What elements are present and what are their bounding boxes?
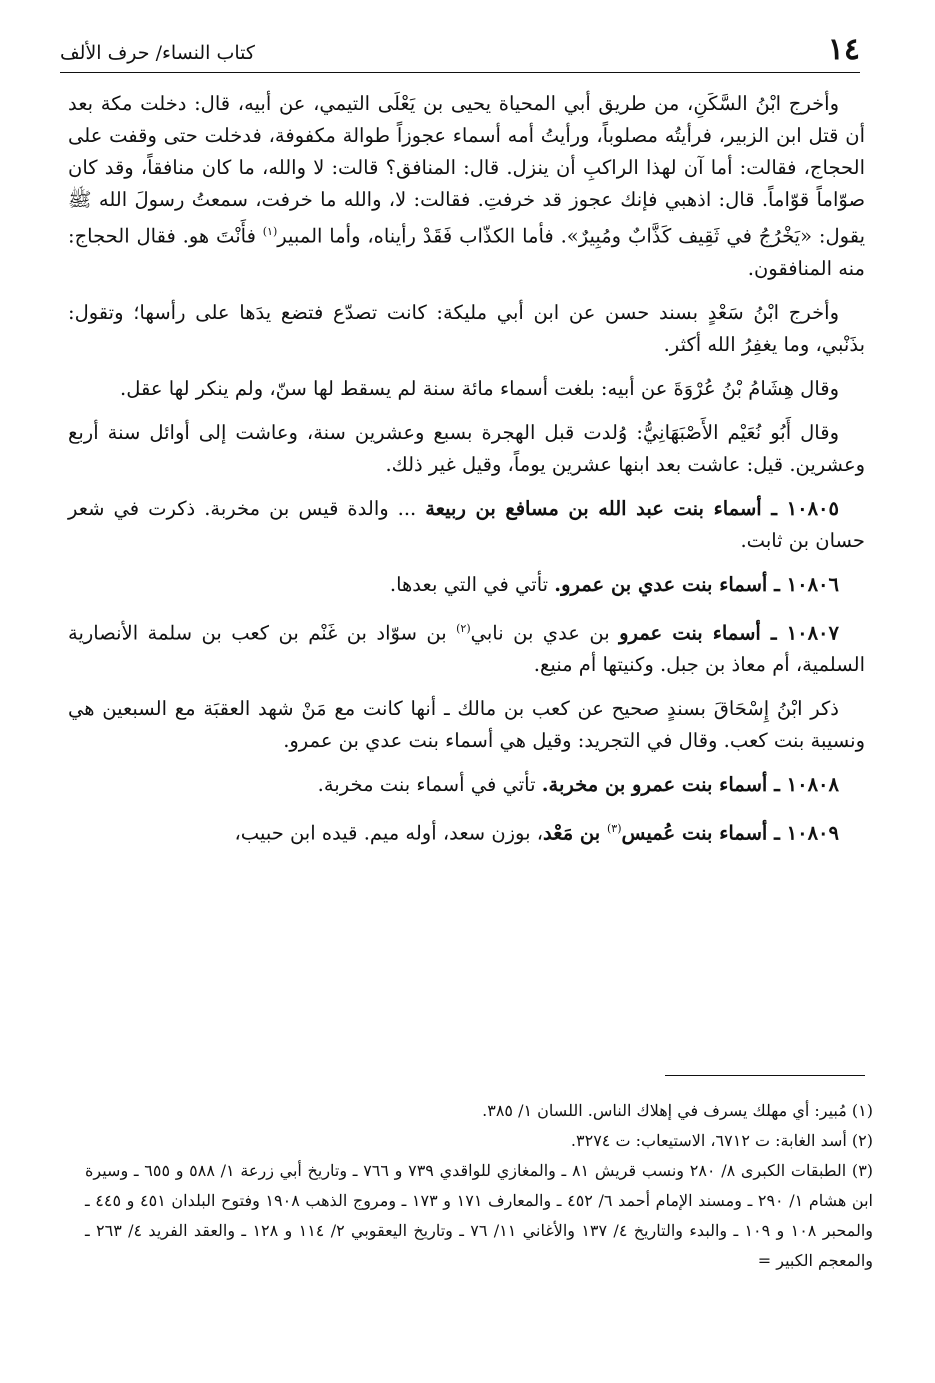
entry-heading: ١٠٨٠٨ ـ أسماء بنت عمرو بن مخربة. — [541, 773, 839, 796]
running-title: كتاب النساء/ حرف الألف — [60, 42, 255, 64]
footnote-1: (١) مُبير: أي مهلك يسرف في إهلاك الناس. اللسان ١/ ٣٨٥. — [482, 1101, 873, 1120]
entry-10809: ١٠٨٠٩ ـ أسماء بنت عُميس$^{(٣)}$ بن مَعْد، بوزن سعد، أوله ميم. قيده ابن حبيب، — [234, 821, 839, 845]
entry-heading: ١٠٨٠٥ ـ أسماء بنت عبد الله بن مسافع بن ربيعة — [425, 496, 839, 520]
entry-10805: ١٠٨٠٥ ـ أسماء بنت عبد الله بن مسافع بن ربيعة ... والدة قيس بن مخربة. ذكرت في شعر حسان بن ثابت. — [68, 496, 865, 552]
footnote-ref-3: (٣) — [606, 822, 622, 835]
entry-heading: ١٠٨٠٩ ـ أسماء بنت عُميس — [621, 821, 839, 845]
entry-heading: ١٠٨٠٧ ـ أسماء بنت عمرو — [619, 621, 839, 644]
footnote-3: (٣) الطبقات الكبرى ٨/ ٢٨٠ ونسب قريش ٨١ ـ والمغازي للواقدي ٧٣٩ و ٧٦٦ ـ وتاريخ أبي زرعة ١/ ٥٨٨ و ٦٥٥ ـ وسيرة ابن هشام ١/ ٢٩٠ ـ ومسند الإمام أحمد ٦/ ٤٥٢ ـ والمعارف ١٧١ و ١٧٣ ـ ومروج الذهب ١٩٠٨ وفتوح البلدان ٤٥١ و ٤٤٥ ـ والمحبر ١٠٨ و ١٠٩ ـ والبدء والتاريخ ٤/ ١٣٧ والأغاني ١١/ ٧٦ ـ وتاريخ اليعقوبي ٢/ ١١٤ و ١٢٨ ـ والعقد الفريد ٤/ ٢٦٣ ـ والمعجم الكبير = — [85, 1161, 874, 1270]
paragraph-ibn-ishaq: ذكر ابْنُ إِسْحَاقَ بسندٍ صحيح عن كعب بن مالك ـ أنها كانت مع مَنْ شهد العقبَة مع السبعين هي ونسيبة بنت كعب. وقال في التجريد: وقيل هي أسماء بنت عدي بن عمرو. — [68, 697, 865, 752]
paragraph-abu-nuaym: وقال أَبُو نُعَيْم الأَصْبَهَانِيُّ: وُلدت قبل الهجرة بسبع وعشرين سنة، وعاشت إلى أوائل سنة أربع وعشرين. قيل: عاشت بعد ابنها عشرين يوماً، وقيل غير ذلك. — [68, 420, 865, 476]
footnote-ref-1: (١) — [262, 225, 278, 238]
entry-10808: ١٠٨٠٨ ـ أسماء بنت عمرو بن مخربة. تأتي في أسماء بنت مخربة. — [317, 773, 839, 796]
footnote-ref-2: (٢) — [456, 621, 471, 635]
paragraph-hisham: وقال هِشَامُ بْنُ عُرْوَةَ عن أبيه: بلغت أسماء مائة سنة لم يسقط لها سنّ، ولم ينكر لها عقل. — [120, 376, 839, 400]
page-header — [60, 32, 860, 73]
footnotes — [85, 1096, 873, 1276]
footnote-2: (٢) أسد الغابة: ت ٦٧١٢، الاستيعاب: ت ٣٢٧٤. — [570, 1131, 873, 1150]
paragraph-ibn-saad: وأخرج ابْنُ سَعْدٍ بسند حسن عن ابن أبي مليكة: كانت تصدّع فتضع يدَها على رأسها؛ وتقول: بذَنْبي، وما يغفِرُ الله أكثر. — [68, 300, 865, 356]
page-number: ١٤ — [827, 32, 860, 67]
entry-heading: ١٠٨٠٦ ـ أسماء بنت عدي بن عمرو. — [554, 572, 839, 596]
main-text — [68, 88, 865, 862]
paragraph-ibn-alsakan: وأخرج ابْنُ السَّكَنِ، من طريق أبي المحياة يحيى بن يَعْلَى التيمي، عن أبيه، قال: دخلت مكة بعد أن قتل ابن الزبير، فرأيتُه مصلوباً، ورأيتُ أمه أسماء عجوزاً طوالة مكفوفة، فدخلت حتى وقفت على الحجاج، فقالت: أما آن لهذا الراكبِ أن ينزل. قال: المنافق؟ قالت: لا والله، ما كان منافقاً، وقد كان صوّاماً قوّاماً. قال: اذهبي فإنك عجوز قد خرفتِ. فقالت: لا، والله ما خرفت، سمعتُ رسولَ الله ﷺ يقول: «يَخْرُجُ في ثَقِيف كَذَّابٌ ومُبِيرٌ». فأما الكذّاب فَقَدْ رأيناه، وأما المبير$^{(١)}$ فأَنْتَ هو. فقال الحجاج: منه المنافقون. — [68, 92, 865, 280]
footnote-divider — [665, 1075, 865, 1076]
entry-10806: ١٠٨٠٦ ـ أسماء بنت عدي بن عمرو. تأتي في التي بعدها. — [389, 572, 839, 596]
entry-10807: ١٠٨٠٧ ـ أسماء بنت عمرو بن عدي بن نابي$^{(٢)}$ بن سوّاد بن غَنْم بن كعب بن سلمة الأنصارية السلمية، أم معاذ بن جبل. وكنيتها أم منيع. — [68, 621, 865, 676]
